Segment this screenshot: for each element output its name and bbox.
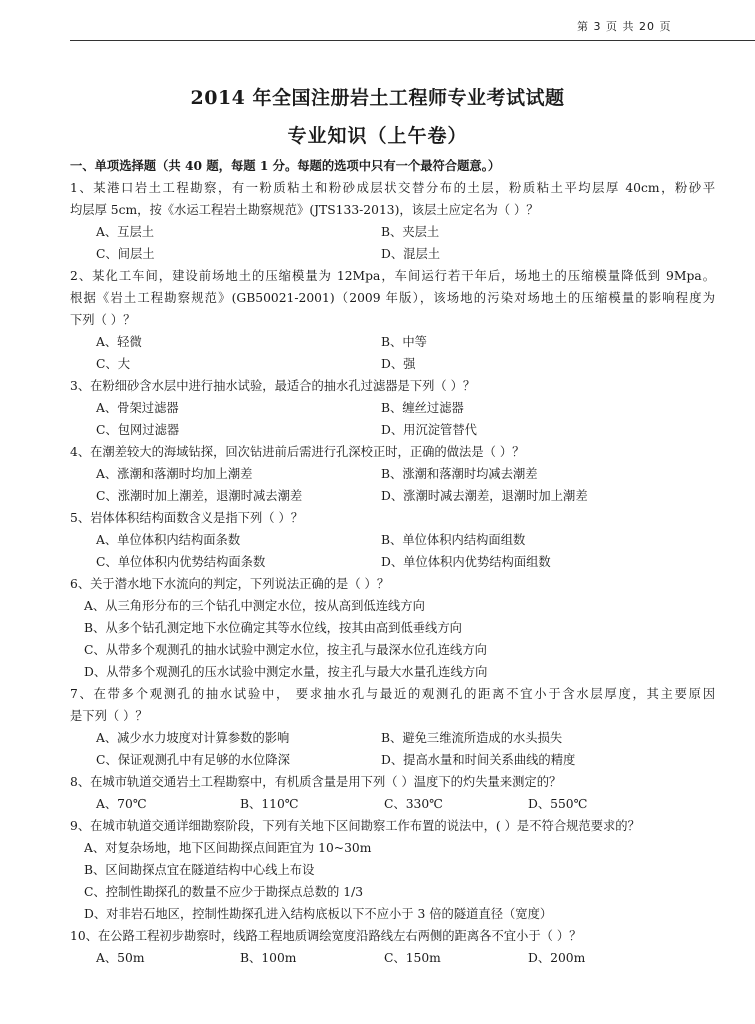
question-text: 下列（ ）？ — [70, 313, 136, 327]
option-row — [70, 221, 715, 243]
question-4 — [70, 441, 715, 507]
option-b: B、避免三维流所造成的水头损失 — [381, 731, 563, 745]
question-text: 2、某化工车间，建设前场地土的压缩模量为 12Mpa，车间运行若干年后，场地土的压缩模量降低到 9Mpa。 — [70, 269, 715, 283]
option-a: A、70℃ — [96, 797, 147, 811]
page-number: 第 3 页 共 20 页 — [577, 20, 672, 33]
question-text: 9、在城市轨道交通详细勘察阶段，下列有关地下区间勘察工作布置的说法中，( ）是不符合规范要求的？ — [70, 819, 640, 833]
question-2 — [70, 265, 715, 375]
option-c: C、控制性勘探孔的数量不应少于勘探点总数的 1/3 — [84, 885, 364, 899]
option-row — [70, 419, 715, 441]
option-c: C、单位体积内优势结构面条数 — [96, 555, 266, 569]
option-d: D、200m — [528, 951, 586, 965]
option-d: D、强 — [381, 357, 416, 371]
option-row — [70, 353, 715, 375]
option-a: A、减少水力坡度对计算参数的影响 — [96, 731, 290, 745]
option-b: B、从多个钻孔测定地下水位确定其等水位线，按其由高到低垂线方向 — [84, 621, 462, 635]
question-text: 10、在公路工程初步勘察时，线路工程地质调绘宽度沿路线左右两侧的距离各不宜小于（ ）？ — [70, 929, 582, 943]
option-row — [70, 529, 715, 551]
question-8 — [70, 771, 715, 815]
question-text: 6、关于潜水地下水流向的判定，下列说法正确的是（ ）？ — [70, 577, 390, 591]
option-a: A、对复杂场地，地下区间勘探点间距宜为 10~30m — [84, 841, 372, 855]
option-c: C、包网过滤器 — [96, 423, 180, 437]
option-row — [70, 793, 715, 815]
option-b: B、中等 — [381, 335, 427, 349]
option-a: A、从三角形分布的三个钻孔中测定水位，按从高到低连线方向 — [84, 599, 425, 613]
exam-subtitle: 专业知识（上午卷） — [287, 125, 468, 147]
option-a: A、骨架过滤器 — [96, 401, 179, 415]
section-heading: 一、单项选择题（共 40 题，每题 1 分。每题的选项中只有一个最符合题意。） — [70, 158, 501, 173]
option-row — [70, 551, 715, 573]
option-d: D、从带多个观测孔的压水试验中测定水量，按主孔与最大水量孔连线方向 — [84, 665, 488, 679]
question-text: 8、在城市轨道交通岩土工程勘察中，有机质含量是用下列（ ）温度下的灼失量来测定的？ — [70, 775, 562, 789]
option-d: D、用沉淀管替代 — [381, 423, 477, 437]
option-d: D、涨潮时减去潮差，退潮时加上潮差 — [381, 489, 588, 503]
option-a: A、轻微 — [96, 335, 142, 349]
option-d: D、混层土 — [381, 247, 441, 261]
question-1 — [70, 177, 715, 265]
option-row — [70, 749, 715, 771]
option-c: C、150m — [384, 951, 441, 965]
option-a: A、单位体积内结构面条数 — [96, 533, 241, 547]
question-3 — [70, 375, 715, 441]
option-c: C、保证观测孔中有足够的水位降深 — [96, 753, 290, 767]
option-row — [70, 947, 715, 969]
question-5 — [70, 507, 715, 573]
option-c: C、330℃ — [384, 797, 443, 811]
question-text: 均层厚 5cm，按《水运工程岩土勘察规范》(JTS133-2013)，该层土应定名为（ ）？ — [70, 203, 539, 217]
exam-content — [70, 155, 715, 969]
question-7 — [70, 683, 715, 771]
question-text: 1、某港口岩土工程勘察，有一粉质粘土和粉砂成层状交替分布的土层，粉质粘土平均层厚 40cm，粉砂平 — [70, 181, 715, 195]
option-a: A、互层土 — [96, 225, 155, 239]
option-row — [70, 727, 715, 749]
option-d: D、550℃ — [528, 797, 588, 811]
option-a: A、涨潮和落潮时均加上潮差 — [96, 467, 253, 481]
option-row — [70, 331, 715, 353]
option-c: C、间层土 — [96, 247, 155, 261]
question-text: 5、岩体体积结构面数含义是指下列（ ）？ — [70, 511, 304, 525]
question-text: 3、在粉细砂含水层中进行抽水试验，最适合的抽水孔过滤器是下列（ ）？ — [70, 379, 476, 393]
option-c: C、涨潮时加上潮差，退潮时减去潮差 — [96, 489, 303, 503]
option-b: B、缠丝过滤器 — [381, 401, 464, 415]
option-row — [70, 243, 715, 265]
option-d: D、对非岩石地区，控制性勘探孔进入结构底板以下不应小于 3 倍的隧道直径（宽度） — [84, 907, 553, 921]
option-c: C、大 — [96, 357, 131, 371]
option-d: D、提高水量和时间关系曲线的精度 — [381, 753, 576, 767]
option-a: A、50m — [96, 951, 145, 965]
question-text: 7、在带多个观测孔的抽水试验中， 要求抽水孔与最近的观测孔的距离不宜小于含水层厚度，其主要原因 — [70, 687, 715, 701]
option-d: D、单位体积内优势结构面组数 — [381, 555, 551, 569]
option-b: B、区间勘探点宜在隧道结构中心线上布设 — [84, 863, 315, 877]
option-c: C、从带多个观测孔的抽水试验中测定水位，按主孔与最深水位孔连线方向 — [84, 643, 487, 657]
question-9 — [70, 815, 715, 925]
option-row — [70, 397, 715, 419]
exam-title: 2014 年全国注册岩土工程师专业考试试题 — [190, 87, 565, 109]
question-text: 是下列（ ）？ — [70, 709, 148, 723]
option-row — [70, 485, 715, 507]
option-b: B、单位体积内结构面组数 — [381, 533, 526, 547]
option-b: B、100m — [240, 951, 297, 965]
option-b: B、110℃ — [240, 797, 299, 811]
option-row — [70, 463, 715, 485]
question-6 — [70, 573, 715, 683]
option-b: B、夹层土 — [381, 225, 440, 239]
question-text: 4、在潮差较大的海域钻探，回次钻进前后需进行孔深校正时，正确的做法是（ ）？ — [70, 445, 525, 459]
header-divider — [70, 40, 755, 41]
question-text: 根据《岩土工程勘察规范》(GB50021-2001)（2009 年版），该场地的污染对场地土的压缩模量的影响程度为 — [70, 291, 715, 305]
option-b: B、涨潮和落潮时均减去潮差 — [381, 467, 538, 481]
question-10 — [70, 925, 715, 969]
